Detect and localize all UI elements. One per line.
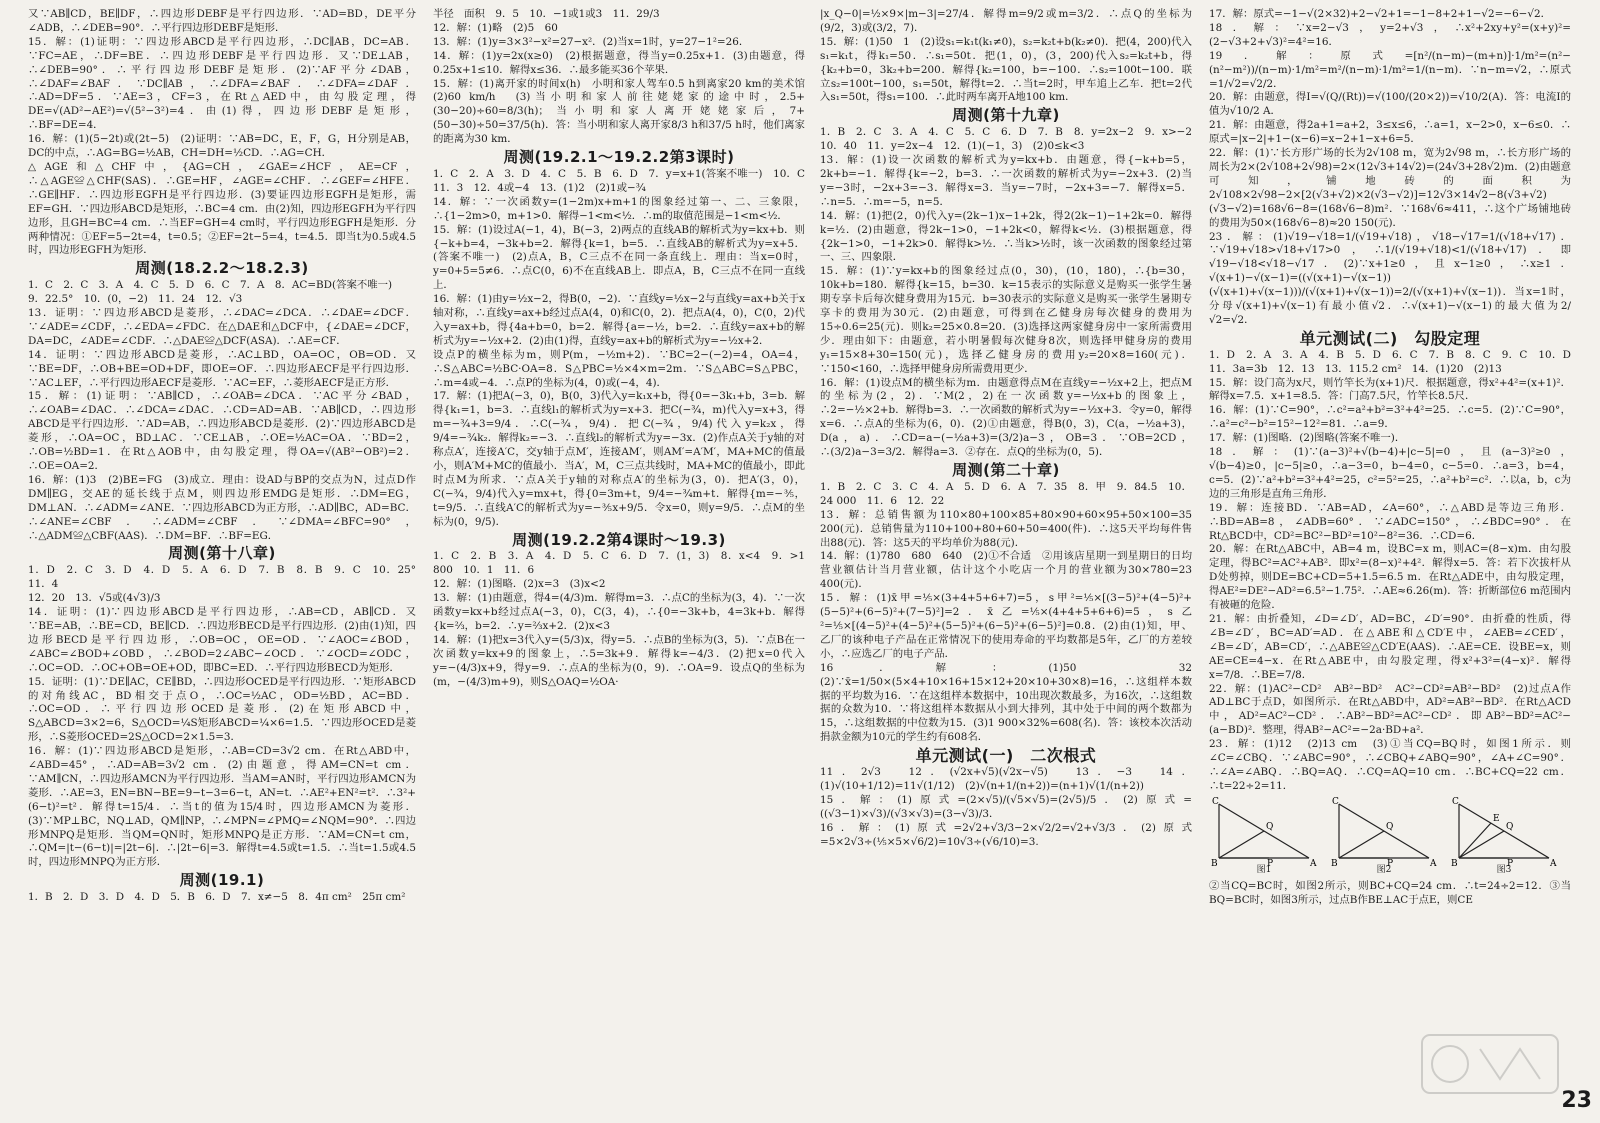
section-heading: 周测(19.1) xyxy=(179,871,265,890)
answer-paragraph: 16．解：(1)50 32 (2)∵x̄=1/50×(5×4+10×16+15×12+20×10+30×8)=16，∴这组样本数据的平均数为16．∵在这组样本数据中，10出现次数最多，为16次，∴这组数据的众数为10．∵将这组样本数据从小到大排列，其中处于中间的两个数都为15，∴这组数据的中位数为15．(3)1 900×32%=608(名)．答：该校本次活动捐款金额为10元的学生约有608名． xyxy=(820,661,1203,744)
answer-paragraph: 13．解：(1)y=3×3²−x²=27−x²．(2)当x=1时，y=27−1²=26． xyxy=(433,35,750,48)
answer-paragraph: 15．解：(1)离开家的时间x(h) 小明和家人驾车0.5 h到离家20 km的美术馆 (2)60 km/h (3)当小明和家人前往姥姥家的途中时，2.5+(30−20)÷60=8/3(h)；当小明和家人离开姥姥家后，7+(50−30)÷50=37/5(h)．答：当小明和家人离开家8/3 h和37/5 h时，他们离家的距离为30 km． xyxy=(433,77,816,146)
point-b-label: B xyxy=(1451,858,1458,869)
point-q-label: Q xyxy=(1266,821,1274,832)
answer-paragraph: 15．证明：(1)∵DE∥AC，CE∥BD，∴四边形OCED是平行四边形．∵矩形ABCD的对角线AC，BD相交于点O，∴OC=½AC，OD=½BD，AC=BD．∴OC=OD．∴平行四边形OCED是菱形．(2)在矩形ABCD中，S△ABCD=3×2=6，S△OCD=¼S矩形ABCD=¼×6=1.5．∵四边形OCED是菱形，∴S菱形OCED=2S△OCD=2×1.5=3． xyxy=(28,675,416,744)
segment-bq xyxy=(1459,831,1504,858)
answer-paragraph: |x_Q−0|=½×9×|m−3|=27/4．解得m=9/2或m=3/2．∴点Q的坐标为(9/2，3)或(3/2，7)． xyxy=(820,8,1192,34)
answer-paragraph: 1．D 2．A 3．A 4．B 5．D 6．C 7．B 8．C 9．C 10．D 11．3a=3b 12．13 13．115.2 cm² 14．(1)20 (2)13 xyxy=(1209,348,1582,375)
fig3-svg xyxy=(1449,796,1559,868)
point-p-label: P xyxy=(1507,858,1514,869)
fig1-caption: 图1 xyxy=(1256,864,1272,875)
answer-paragraph: 又∵AB∥CD，BE∥DF，∴四边形DEBF是平行四边形．∵AD=BD，DE平分∠ADB，∴∠DEB=90°．∴平行四边形DEBF是矩形． xyxy=(28,8,416,34)
answer-paragraph: 16．解：(1)∵四边形ABCD是矩形，∴AB=CD=3√2 cm．在Rt△ABD中，∠ABD=45°，∴AD=AB=3√2 cm．(2)由题意，得AM=CN=t cm．∵AM∥CN，∴四边形AMCN为平行四边形．当AM=AN时，平行四边形AMCN为菱形．∴AE=3，EN=BN−BE=9−t−3=6−t，AN=t．∴AE²+EN²=t²．∴3²+(6−t)²=t²．解得t=15/4．∴当t的值为15/4时，四边形AMCN为菱形．(3)∵MP⊥BC，NQ⊥AD，QM∥NP，∴∠MPN=∠PMQ=∠NQM=90°．∴四边形MNPQ是矩形．当QM=QN时，矩形MNPQ是正方形．∵AM=CN=t cm，∴QM=|t−(6−t)|=|2t−6|．∴|2t−6|=3．解得t=4.5或t=1.5．∴当t=1.5或4.5时，四边形MNPQ为正方形． xyxy=(28,745,416,869)
answer-paragraph: 16．解：(1)∵C=90°，∴c²=a²+b²=3²+4²=25．∴c=5．(2)∵C=90°，∴a²=c²−b²=15²−12²=81．∴a=9． xyxy=(1209,404,1571,431)
answer-paragraph: 15．解：(1)原式=(2×√5)/(√5×√5)=(2√5)/5．(2)原式=((√3−1)×√3)/(√3×√3)=(3−√3)/3． xyxy=(820,793,1192,820)
fig2-caption: 图2 xyxy=(1376,864,1392,875)
answer-paragraph: 1．B 2．C 3．A 4．C 5．C 6．D 7．B 8．y=2x−2 9．x>−2 10．40 11．y=2x−4 12．(1)(−1，3) (2)0≤k<3 xyxy=(820,126,1203,153)
answer-paragraph: 14．证明：(1)∵四边形ABCD是平行四边形，∴AB=CD，AB∥CD．又∵BE=AB，∴BE=CD，BE∥CD．∴四边形BECD是平行四边形．(2)由(1)知，四边形BECD是平行四边形，∴OB=OC，OE=OD．∵∠AOC=∠BOD，∠ABC=∠BOD+∠OBD，∴∠BOD=2∠ABC−∠OCD．∵∠OCD=∠ODC，∴OC=OD．∴OC+OB=OE+OD，即BC=ED．∴平行四边形BECD为矩形． xyxy=(28,606,416,674)
answer-paragraph: 16．解：(1)3 (2)BE=FG (3)成立．理由：设AD与BP的交点为N，过点D作DM∥EG，交AE的延长线于点M，则四边形EMDG是矩形．∴DM=EG，DM⊥AN．∴∠ADM=∠ANE．∵四边形ABCD为正方形，∴AD∥BC，AD=BC．∴∠ANE=∠CBF．∴∠ADM=∠CBF．∵∠DMA=∠BFC=90°，∴△ADM≌△CBF(AAS)．∴DM=BF．∴BF=EG． xyxy=(28,473,416,542)
point-c-label: C xyxy=(1332,796,1339,807)
answer-paragraph: 1．C 2．A 3．D 4．C 5．B 6．D 7．y=x+1(答案不唯一) 10．C 11．3 12．4或−4 13．(1)2 (2)1或−¾ xyxy=(433,167,816,194)
answer-paragraph: 15．解：(1)x̄甲=⅕×(3+4+5+6+7)=5，s甲²=⅕×[(3−5)²+(4−5)²+(5−5)²+(6−5)²+(7−5)²]=2．x̄乙=⅕×(4+4+5+6+6)=5，s乙²=⅕×[(4−5)²+(4−5)²+(5−5)²+(6−5)²+(6−5)²]=0.8．(2)由(1)知，甲、乙厂的该种电子产品在正常情况下的使用寿命的平均数都是5年，乙厂的方差较小，∴应选乙厂的电子产品． xyxy=(820,592,1192,660)
point-a-label: A xyxy=(1310,858,1317,869)
answer-paragraph: △AGE和△CHF中，{AG=CH，∠GAE=∠HCF，AE=CF，∴△AGE≌△CHF(SAS)．∴GE=HF，∠AGE=∠CHF．∴∠GEF=∠HFE．∴GE∥HF．∴四边形EGFH是平行四边形．(3)要证四边形EGFH是矩形，需EF=GH．∵四边形ABCD是矩形，∴BC=4 cm．由(2)知，四边形EGFH为平行四边形，且GH=BC=4 cm．∴当EF=GH=4 cm时，平行四边形EGFH是矩形．分两种情况：①EF=5−2t=4，t=0.5；②EF=2t−5=4，t=4.5．即当t为0.5或4.5时，四边形EGFH为矩形． xyxy=(28,160,416,257)
answer-paragraph: 17．解：(1)图略．(2)图略(答案不唯一)． xyxy=(1209,432,1406,445)
point-b-label: B xyxy=(1331,858,1338,869)
answer-paragraph: 19．解：连接BD．∵AB=AD，∠A=60°，∴△ABD是等边三角形．∴BD=AB=8，∠ADB=60°．∵∠ADC=150°，∴∠BDC=90°．在Rt△BCD中，CD²=BC²−BD²=10²−8²=36．∴CD=6． xyxy=(1209,501,1571,542)
section-heading: 周测(19.2.2第4课时～19.3) xyxy=(512,530,726,549)
answer-paragraph: 1．C 2．C 3．A 4．C 5．D 6．C 7．A 8．AC=BD(答案不唯一) xyxy=(28,279,393,292)
answer-paragraph: 14．解：(1)把x=3代入y=(5/3)x，得y=5．∴点B的坐标为(3，5)．∵点B在一次函数y=kx+9的图象上，∴5=3k+9．解得k=−4/3．(2)把x=0代入y=−(4/3)x+9，得y=9．∴点A的坐标为(0，9)．∴OA=9．设点Q的坐标为(m，−(4/3)m+9)，则S△OAQ=½OA· xyxy=(433,633,805,688)
answer-paragraph: 14．证明：∵四边形ABCD是菱形，∴AC⊥BD，OA=OC，OB=OD．又∵BE=DF，∴OB+BE=OD+DF，即OE=OF．∴四边形AECF是平行四边形．∵AC⊥EF，∴平行四边形AECF是菱形．∵AC=EF，∴菱形AECF是正方形． xyxy=(28,348,416,389)
column-3 xyxy=(820,8,1203,1116)
section-heading: 单元测试(一) 二次根式 xyxy=(915,746,1097,766)
answer-paragraph: 15．解：(1)∵y=kx+b的图象经过点(0，30)，(10，180)，∴{b=30，10k+b=180．解得{k=15，b=30．k=15表示的实际意义是购买一张学生暑期专享卡后每次健身费用为15元．b=30表示的实际意义是购买一张学生暑期专享卡的费用为30元．(2)由题意，可得到在乙健身房每次健身的费用为15÷0.6=25(元)．则k₂=25×0.8=20．(3)选择这两家健身房中一家所需费用少．理由如下：由题意，若小明暑假每次健身8次，则选择甲健身房的费用y₁=15×8+30=150(元)，选择乙健身房的费用y₂=20×8=160(元)．∵150<160，∴选择甲健身房所需费用更少． xyxy=(820,265,1192,375)
point-c-label: C xyxy=(1452,796,1459,807)
answer-paragraph: 17．解：原式=−1−√(2×32)+2−√2+1=−1−8+2+1−√2=−6−√2． xyxy=(1209,8,1552,20)
answer-paragraph: 13．解：(1)由题意，得4=(4/3)m．解得m=3．∴点C的坐标为(3，4)．∵一次函数y=kx+b经过点A(−3，0)，C(3，4)，∴{0=−3k+b，4=3k+b．解得{k=⅔，b=2．∴y=⅔x+2．(2)x<3 xyxy=(433,592,805,632)
fig2-diagram xyxy=(1329,796,1439,876)
watermark-logo xyxy=(1420,1029,1560,1099)
point-p-label: P xyxy=(1387,858,1394,869)
column-4 xyxy=(1209,8,1582,1116)
answer-paragraph: 12．解：(1)图略．(2)x=3 (3)x<2 xyxy=(433,578,606,591)
answer-paragraph: 11．2√3 12．(√2x+√5)(√2x−√5) 13．−3 14．(1)√(10+1/12)=11√(1/12) (2)√(n+1/(n+2))=(n+1)√(1/(n+2)) xyxy=(820,766,1192,792)
fig1-diagram xyxy=(1209,796,1319,876)
answer-paragraph: 1．B 2．C 3．C 4．A 5．D 6．A 7．35 8．甲 9．84.5 10．24 000 11．6 12．22 xyxy=(820,480,1192,507)
answer-paragraph: 14．解：(1)y=2x(x≥0) (2)根据题意，得当y=0.25x+1．(3)由题意，得0.25x+1≤10．解得x≤36．∴最多能买36个苹果． xyxy=(433,49,805,76)
answer-paragraph: 22．解：(1)∵长方形广场的长为2√108 m，宽为2√98 m，∴长方形广场的周长为2×(2√108+2√98)=2×(12√3+14√2)=(24√3+28√2)m．(2)由题意可知，铺地砖的面积为2√108×2√98−2×[2(√3+√2)×2(√3−√2)]=12√3×14√2−8(√3+√2)(√3−√2)=168√6−8=(168√6−8)m²．∵168√6≈411，∴这个广场铺地砖的费用为50×(168√6−8)≈20 150(元)． xyxy=(1209,147,1571,229)
answer-paragraph: 16．解：(1)原式=2√2+√3/3−2×√2/2=√2+√3/3．(2)原式=5×2√3÷(⅕×5×√6/2)=10√3÷(√6/10)=3. xyxy=(820,821,1192,848)
answer-paragraph: 1．D 2．C 3．D 4．D 5．A 6．D 7．B 8．B 9．C 10．25° 11．4 xyxy=(28,564,427,591)
answer-paragraph: 21．解：由题意，得2a+1=a+2，3≤x≤6，∴a=1，x−2>0，x−6≤0．∴原式=|x−2|+1−(x−6)=x−2+1−x+6=5． xyxy=(1209,119,1571,146)
point-p-label: P xyxy=(1267,858,1274,869)
answer-paragraph: 12．解：(1)略 (2)5 60 xyxy=(433,21,558,34)
answer-paragraph: ②当CQ=BC时，如图2所示，则BC+CQ=24 cm．∴t=24÷2=12．③当BQ=BC时，如图3所示，过点B作BE⊥AC于点E，则CE xyxy=(1209,879,1571,906)
page-number: 23 xyxy=(1561,1088,1592,1113)
answer-paragraph: 18．解：(1)∵(a−3)²+√(b−4)+|c−5|=0，且(a−3)²≥0，√(b−4)≥0，|c−5|≥0，∴a−3=0，b−4=0，c−5=0．∴a=3，b=4，c=5．(2)∵a²+b²=3²+4²=25，c²=5²=25，∴a²+b²=c²．∴以a，b，c为边的三角形是直角三角形． xyxy=(1209,446,1571,500)
answer-paragraph: 19．解：原式=[n²/(n−m)−(m+n)]·1/m²=(n²−(n²−m²))/(n−m)·1/m²=m²/(n−m)·1/m²=1/(n−m)．∵n−m=√2，∴原式=1/√2=√2/2． xyxy=(1209,49,1571,90)
segment-be xyxy=(1459,823,1491,858)
answer-paragraph: 13．解：(1)设一次函数的解析式为y=kx+b．由题意，得{−k+b=5，2k+b=−1．解得{k=−2，b=3．∴一次函数的解析式为y=−2x+3．(2)当y=−3时，−2x+3=−3．解得x=3．当y=−7时，−2x+3=−7．解得x=5．∴n=5．∴m=−5，n=5． xyxy=(820,154,1192,208)
answer-paragraph: 1．B 2．D 3．D 4．D 5．B 6．D 7．x≠−5 8．4π cm² 25π cm² xyxy=(28,891,406,904)
point-a-label: A xyxy=(1430,858,1437,869)
section-heading: 周测(第二十章) xyxy=(952,461,1060,479)
answer-paragraph: 13．证明：∵四边形ABCD是菱形，∴∠DAC=∠DCA．∴∠DAE=∠DCF．∵∠ADE=∠CDF，∴∠EDA=∠FDC．在△DAE和△DCF中，{∠DAE=∠DCF，DA=DC，∠ADE=∠CDF．∴△DAE≌△DCF(ASA)．∴AE=CF． xyxy=(28,307,416,347)
fig3-diagram xyxy=(1449,796,1559,876)
answer-paragraph: 20．解：由题意，得I=√(Q/(Rt))=√(100/(20×2))=√10/2(A)．答：电流I的值为√10/2 A． xyxy=(1209,91,1571,118)
point-q-label: Q xyxy=(1386,821,1394,832)
section-heading: 周测(第十八章) xyxy=(168,544,276,563)
answer-paragraph: 15．解：(1)50 1 (2)设s₁=k₁t(k₁≠0)，s₂=k₂t+b(k₂≠0)．把(4，200)代入s₁=k₁t，得k₁=50．∴s₁=50t．把(1，0)，(3，200)代入s₂=k₂t+b，得{k₂+b=0，3k₂+b=200．解得{k₂=100，b=−100．∴s₂=100t−100．联立s₂=100t−100，s₁=50t，解得t=2．∴当t=2时，甲车追上乙车．把t=2代入s₁=50t，得s₁=100．∴此时两车离开A地100 km． xyxy=(820,35,1192,104)
answer-paragraph: 15．解：(1)设过A(−1，4)，B(−3，2)两点的直线AB的解析式为y=kx+b．则{−k+b=4，−3k+b=2．解得{k=1，b=5．∴直线AB的解析式为y=x+5．(答案不唯一) (2)点A，B，C三点不在同一条直线上．理由：当x=0时，y=0+5=5≠6．∴点C(0，6)不在直线AB上．即点A，B，C三点不在同一直线上． xyxy=(433,223,805,292)
answer-paragraph: 22．解：(1)AC²−CD² AB²−BD² AC²−CD²=AB²−BD² (2)过点A作AD⊥BC于点D，如图所示．在Rt△ABD中，AD²=AB²−BD²．在Rt△ACD中，AD²=AC²−CD²．∴AB²−BD²=AC²−CD²．即AB²−BD²=AC²−(a−BD)²．整理，得AB²−AC²=−2a·BD+a²． xyxy=(1209,682,1571,737)
fig2-svg xyxy=(1329,796,1439,868)
answer-paragraph: 23．解：(1)12 (2)13 cm (3)①当CQ=BQ时，如图1所示．则∠C=∠CBQ．∵∠ABC=90°，∴∠CBQ+∠ABQ=90°，∠A+∠C=90°．∴∠A=∠ABQ．∴BQ=AQ．∴CQ=AQ=10 cm．∴BC+CQ=22 cm．∴t=22÷2=11． xyxy=(1209,738,1571,792)
answer-paragraph: 16．解：(1)设点M的横坐标为m．由题意得点M在直线y=−½x+2上，把点M的坐标为(2，2)．∵M(2，2)在一次函数y=−½x+b的图象上，∴2=−½×2+b．解得b=3．∴一次函数的解析式为y=−½x+3．令y=0，解得x=6．∴点A的坐标为(6，0)．(2)①由题意，得B(0，3)，C(a，−½a+3)，D(a，a)．∴CD=a−(−½a+3)=(3/2)a−3，OB=3．∵OB=2CD，∴(3/2)a−3=3/2．解得a=3．②存在．点Q的坐标为(0，5)． xyxy=(820,376,1192,459)
column-1 xyxy=(28,8,427,1116)
answer-paragraph: 20．解：在Rt△ABC中，AB=4 m，设BC=x m，则AC=(8−x)m．由勾股定理，得BC²=AC²+AB²．即x²=(8−x)²+4²．解得x=5．答：若下次拔杆从D处剪掉，则DE=BC+CD=5+1.5=6.5 m．在Rt△ADE中，由勾股定理，得AE²=DE²−AD²=6.5²−1.75²．∴AE≈6.26(m)．答：折断部位6 m范围内有被砸的危险． xyxy=(1209,543,1571,612)
section-heading: 单元测试(二) 勾股定理 xyxy=(1299,328,1481,348)
answer-paragraph: 15．解：设门高为x尺，则竹竿长为(x+1)尺．根据题意，得x²+4²=(x+1)²．解得x=7.5．x+1=8.5．答：门高7.5尺，竹竿长8.5尺． xyxy=(1209,376,1571,403)
section-heading: 周测(18.2.2～18.2.3) xyxy=(135,259,309,278)
column-2 xyxy=(433,8,816,1116)
answer-paragraph: 14．解：∵一次函数y=(1−2m)x+m+1的图象经过第一、二、三象限，∴{1−2m>0，m+1>0．解得−1<m<½．∴m的取值范围是−1<m<½． xyxy=(433,195,805,222)
answer-paragraph: 23．解：(1)√19−√18=1/(√19+√18)，√18−√17=1/(√18+√17)．∵√19+√18>√18+√17>0，∴1/(√19+√18)<1/(√18+√17)．即√19−√18<√18−√17．(2)∵x+1≥0，且x−1≥0，∴x≥1．√(x+1)−√(x−1)=((√(x+1)−√(x−1))(√(x+1)+√(x−1)))/(√(x+1)+√(x−1))=2/(√(x+1)+√(x−1))．当x=1时，分母√(x+1)+√(x−1)有最小值√2．∴√(x+1)−√(x−1)的最大值为2/√2=√2． xyxy=(1209,230,1571,326)
fig3-caption: 图3 xyxy=(1496,864,1512,875)
answer-paragraph: 设点P的横坐标为m，则P(m，−½m+2)．∵BC=2−(−2)=4，OA=4，∴S△ABC=½BC·OA=8．S△PBC=½×4×m=2m．∵S△ABC=S△PBC，∴m=4或−4．∴点P的坐标为(4，0)或(−4，4)． xyxy=(433,348,805,389)
answer-paragraph: 21．解：由折叠知，∠D=∠D′，AD=BC，∠D′=90°．由折叠的性质，得∠B=∠D′，BC=AD′=AD．在△ABE和△CD′E中，∠AEB=∠CED′，∠B=∠D′，AB=CD′，∴△ABE≌△CD′E(AAS)．∴AE=CE．设BE=x，则AE=CE=4−x．在Rt△ABE中，由勾股定理，得x²+3²=(4−x)²．解得x=7/8．∴BE=7/8． xyxy=(1209,612,1571,681)
segment-bq xyxy=(1219,831,1264,858)
point-q-label: Q xyxy=(1506,821,1514,832)
answer-paragraph: 14．解：(1)把(2，0)代入y=(2k−1)x−1+2k，得2(2k−1)−1+2k=0．解得k=½．(2)由题意，得2k−1>0，−1+2k<0，解得k<½．(3)根据题意，得{2k−1>0，−1+2k>0．解得k>½．∴当k>½时，该一次函数的图象经过第一、三、四象限． xyxy=(820,209,1192,264)
point-e-label: E xyxy=(1493,813,1500,824)
section-heading: 周测(第十九章) xyxy=(952,106,1060,125)
answer-paragraph: 12．20 13．√5或(4√3)/3 xyxy=(28,592,161,605)
segment-bq xyxy=(1339,831,1384,858)
answer-paragraph: 16．解：(1)由y=½x−2，得B(0，−2)．∵直线y=½x−2与直线y=ax+b关于x轴对称，∴直线y=ax+b经过点A(4，0)和C(0，2)．把点A(4，0)，C(0，2)代入y=ax+b，得{4a+b=0，b=2．解得{a=−½，b=2．∴直线y=ax+b的解析式为y=−½x+2．(2)由(1)得，直线y=ax+b的解析式为y=−½x+2． xyxy=(433,293,805,347)
point-a-label: A xyxy=(1550,858,1557,869)
answer-paragraph: 16．解：(1)(5−2t)或(2t−5) (2)证明：∵AB=DC，E，F，G，H分别是AB，DC的中点，∴AG=BG=½AB，CH=DH=½CD．∴AG=CH． xyxy=(28,133,416,160)
point-b-label: B xyxy=(1211,858,1218,869)
section-heading: 周测(19.2.1～19.2.2第3课时) xyxy=(503,148,735,167)
answer-paragraph: 9．22.5° 10．(0，−2) 11．24 12．√3 xyxy=(28,293,243,306)
fig1-svg xyxy=(1209,796,1319,868)
answer-paragraph: 15．解：(1)证明：∵AB∥CD，∴∠OAB=∠DCA．∵AC平分∠BAD，∴∠OAB=∠DAC．∴∠DCA=∠DAC．∴CD=AD=AB．∵AB∥CD，∴四边形ABCD是平行四边形．∵AD=AB，∴四边形ABCD是菱形．(2)∵四边形ABCD是菱形，∴OA=OC，BD⊥AC．∵CE⊥AB，∴OE=½AC=OA．∵BD=2，∴OB=½BD=1．在Rt△AOB中，由勾股定理，得OA=√(AB²−OB²)=2．∴OE=OA=2． xyxy=(28,390,416,472)
answer-paragraph: 18．解：∵x=2−√3，y=2+√3，∴x²+2xy+y²=(x+y)²=(2−√3+2+√3)²=4²=16． xyxy=(1209,21,1571,48)
figure-row xyxy=(1209,796,1571,878)
point-c-label: C xyxy=(1212,796,1219,807)
answer-paragraph: 1．C 2．B 3．A 4．D 5．C 6．D 7．(1，3) 8．x<4 9．>1 800 10．1 11．6 xyxy=(433,550,805,577)
answer-paragraph: 17．解：(1)把A(−3，0)，B(0，3)代入y=k₁x+b，得{0=−3k₁+b，3=b．解得{k₁=1，b=3．∴直线l₁的解析式为y=x+3．把C(−¾，m)代入y=x+3，得m=−¾+3=9/4．∴C(−¾，9/4)．把C(−¾，9/4)代入y=k₂x，得9/4=−¾k₂．解得k₂=−3．∴直线l₂的解析式为y=−3x．(2)作点A关于y轴的对称点A′，连接A′C，交y轴于点M′，连接AM′，则AM′=A′M′，MA+MC的值最小，则A′M+MC的值最小．当A′，M，C三点共线时，MA+MC的值最小，即此时点M为所求．∵点A关于y轴的对称点A′的坐标为(3，0)．把A′(3，0)，C(−¾，9/4)代入y=mx+t，得{0=3m+t，9/4=−¾m+t．解得{m=−⅗，t=9/5．∴直线A′C的解析式为y=−⅗x+9/5．令x=0，则y=9/5．∴点M的坐标为(0，9/5)． xyxy=(433,390,805,528)
answer-paragraph: 半径 面积 9．5 10．−1或1或3 11．29/3 xyxy=(433,8,660,20)
answer-paragraph: 15．解：(1)证明：∵四边形ABCD是平行四边形，∴DC∥AB，DC=AB．∵FC=AE，∴DF=BE．∴四边形DEBF是平行四边形．又∵DE⊥AB，∴∠DEB=90°．∴平行四边形DEBF是矩形．(2)∵AF平分∠DAB，∴∠DAF=∠BAF．∵DC∥AB，∴∠DFA=∠BAF．∴∠DFA=∠DAF．∴AD=DF=5．∵AE=3，CF=3，在Rt△AED中，由勾股定理，得DE=√(AD²−AE²)=√(5²−3²)=4．由(1)得，四边形DEBF是矩形，∴BF=DE=4． xyxy=(28,35,416,132)
answer-paragraph: 14．解：(1)780 680 640 (2)①不合适 ②用该店星期一到星期日的日均营业额估计当月营业额，估计这个小吃店一个月的营业额为30×780=23 400(元)． xyxy=(820,550,1192,591)
answer-paragraph: 13．解：总销售额为110×80+100×85+80×90+60×95+50×100=35 200(元)．总销售量为110+100+80+60+50=400(件)．∴这5天平均每件售出88(元)．答：这5天的平均单价为88(元)． xyxy=(820,508,1192,549)
